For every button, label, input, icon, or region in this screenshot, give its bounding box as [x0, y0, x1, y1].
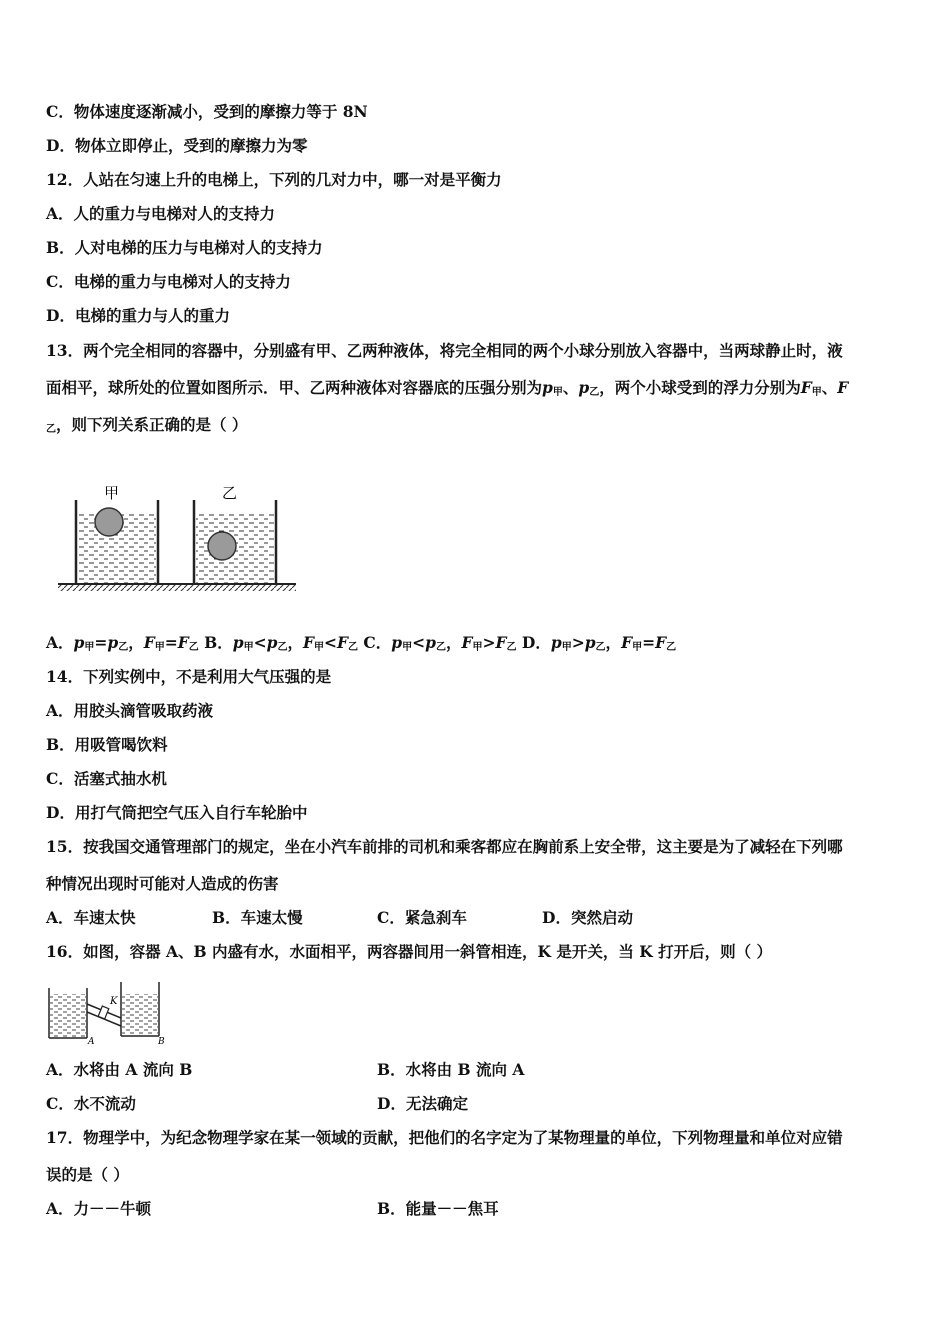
- label-b: B: [158, 1037, 165, 1046]
- option-15a: A．车速太快: [46, 908, 136, 927]
- question-16: 16．如图，容器 A、B 内盛有水，水面相平，两容器间用一斜管相连，K 是开关，当 K 打开后，则（ ）: [46, 942, 773, 961]
- question-13-line1: 13．两个完全相同的容器中，分别盛有甲、乙两种液体，将完全相同的两个小球分别放入容器中，当两球静止时，液: [46, 341, 843, 360]
- question-14: 14．下列实例中，不是利用大气压强的是: [46, 667, 332, 686]
- option-16d: D．无法确定: [377, 1094, 468, 1113]
- option-17a: A．力－－牛顿: [46, 1199, 152, 1218]
- option-16c: C．水不流动: [46, 1094, 136, 1113]
- option-11d: D．物体立即停止，受到的摩擦力为零: [46, 136, 308, 155]
- question-15-line2: 种情况出现时可能对人造成的伤害: [46, 874, 279, 893]
- question-13-line2: 面相平，球所处的位置如图所示．甲、乙两种液体对容器底的压强分别为$p_甲$、$p_乙$，两个小球受到的浮力分别为$F_甲$、F: [46, 378, 849, 398]
- option-12a: A．人的重力与电梯对人的支持力: [46, 204, 276, 223]
- question-13-options: A．$p_甲=p_乙$，$F_甲=F_乙$ B．$p_甲<p_乙$，$F_甲<F_乙$ C．$p_甲<p_乙$，$F_甲>F_乙$ D．$p_甲>p_乙$，$F_甲=F_乙$: [46, 633, 677, 653]
- figure-13-containers: [58, 480, 298, 595]
- option-12d: D．电梯的重力与人的重力: [46, 306, 230, 325]
- label-yi: 乙: [222, 484, 238, 502]
- option-15b: B．车速太慢: [212, 908, 303, 927]
- question-17-line2: 误的是（ ）: [46, 1165, 129, 1184]
- option-17b: B．能量－－焦耳: [377, 1199, 499, 1218]
- question-15-line1: 15．按我国交通管理部门的规定，坐在小汽车前排的司机和乘客都应在胸前系上安全带，这主要是为了减轻在下列哪: [46, 837, 843, 856]
- option-14b: B．用吸管喝饮料: [46, 735, 168, 754]
- question-12: 12．人站在匀速上升的电梯上，下列的几对力中，哪一对是平衡力: [46, 170, 502, 189]
- option-14d: D．用打气筒把空气压入自行车轮胎中: [46, 803, 308, 822]
- option-11c: C．物体速度逐渐减小，受到的摩擦力等于 8N: [46, 102, 368, 121]
- option-14a: A．用胶头滴管吸取药液: [46, 701, 214, 720]
- figure-16-connected-containers: [44, 980, 174, 1046]
- option-15c: C．紧急刹车: [377, 908, 467, 927]
- ball-yi: [208, 532, 236, 560]
- question-13-line3: $_乙$，则下列关系正确的是（ ）: [46, 415, 248, 435]
- option-15d: D．突然启动: [542, 908, 633, 927]
- option-12b: B．人对电梯的压力与电梯对人的支持力: [46, 238, 323, 257]
- option-16b: B．水将由 B 流向 A: [377, 1060, 525, 1079]
- option-14c: C．活塞式抽水机: [46, 769, 167, 788]
- option-16a: A．水将由 A 流向 B: [46, 1060, 193, 1079]
- label-k: K: [110, 996, 118, 1007]
- question-17-line1: 17．物理学中，为纪念物理学家在某一领域的贡献，把他们的名字定为了某物理量的单位，下列物理量和单位对应错: [46, 1128, 843, 1147]
- label-jia: 甲: [104, 484, 120, 502]
- option-12c: C．电梯的重力与电梯对人的支持力: [46, 272, 291, 291]
- label-a: A: [88, 1037, 95, 1046]
- ball-jia: [95, 508, 123, 536]
